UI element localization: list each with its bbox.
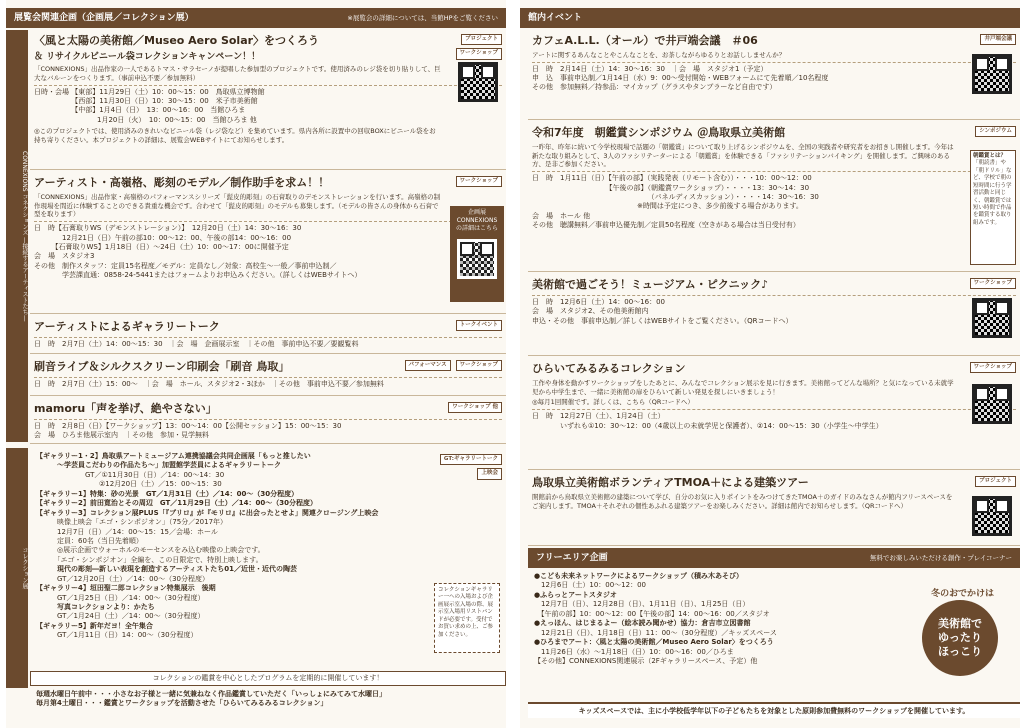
free-area-title: フリーエリア企画 [536, 552, 608, 563]
tag-performance: パフォーマンス [405, 360, 451, 371]
ev1-info [532, 62, 1016, 93]
info-line: 日 時 2月14日（土）14：30～16：30 ｜会 場 スタジオ1（予定） [532, 64, 768, 73]
gallery-line: 【ギャラリー5】新年だヨ！全午集合 [36, 621, 153, 630]
tag-workshop: ワークショップ [456, 176, 502, 187]
tag-workshop: ワークショップ [970, 362, 1016, 373]
connexions-sidebar: CONNEXIONS コネクションズ ―接続するアーティストたち― [6, 30, 28, 442]
sec1-subtitle: ＆ リサイクルビニール袋コレクションキャンペーン！！ [34, 51, 261, 62]
tag-symposium: シンポジウム [975, 126, 1016, 137]
left-page [6, 0, 506, 728]
info-line: その他 制作スタッフ：定員15名程度／モデル：定員なし／対象：高校生～一般／事前申込制／ [34, 261, 337, 270]
sec1-note: ◎このプロジェクトでは、使用済みのきれいなビニール袋（レジ袋など）を集めています。県内各所に設置中の回収BOXにビニール袋をお持ち寄りください。本プロジェクトの詳細は、展覧会WEBサイトにてお知らせします。 [34, 127, 436, 145]
info-line: 日時・会場 【東部】11月29日（土）10：00～15：00 鳥取県立博物館 [34, 87, 265, 96]
ev4-desc: 工作や身体を動かすワークショップをしたあとに、みんなでコレクション展示を見に行きます。美術館ってどんな場所？と気になっている未就学児から中学生まで、一緒に美術館の扉をひらいて新しい発見を探しにいきましょう！ [532, 378, 954, 396]
side-note-title: 朝鑑賞とは？ [973, 153, 1007, 159]
museo-relax-badge [922, 600, 998, 676]
tag-talk-event: トークイベント [456, 320, 502, 331]
info-line: 日 時 12月6日（土）14：00～16：00 [532, 297, 665, 306]
exbox-line: CONNEXIONS [456, 217, 498, 225]
ev2-title: 令和7年度 朝鑑賞シンポジウム ＠鳥取県立美術館 [532, 126, 786, 139]
right-header [520, 8, 1020, 28]
free-item: ●こども未来ネットワークによるワークショップ（積み木あそび） [534, 572, 743, 580]
badge-line: ほっこり [938, 645, 982, 659]
sec5-info [34, 419, 502, 441]
sec2-info [34, 221, 502, 281]
gallery-line: GT／1月24日（土）／14：00～（30分程度） [36, 612, 205, 621]
kids-space-note: キッズスペースでは、主に小学校低学年以下の子どもたちを対象とした原則参加費無料のワークショップを開催しています。 [528, 702, 1020, 718]
info-line: 会 場 ひろま他展示室内 ｜その他 参加・見学無料 [34, 431, 209, 440]
free-item-detail: 【午前の部】10：00～12：00【午後の部】14：00～16：00／スタジオ [534, 609, 770, 618]
badge-line: ゆったり [938, 630, 982, 644]
free-item: ●ひろまでアート：〈風と太陽の美術館／Museo Aero Solar〉をつくろう [534, 638, 774, 647]
ev2-info [532, 171, 1016, 231]
qr-code[interactable] [457, 239, 497, 279]
info-line: 【石膏取りWS】1月18日（日）～24日（土）10：00～17：00に開催予定 [34, 243, 289, 252]
gallery-line: GT／12月20日（土）／14：00～（30分程度） [36, 574, 209, 583]
gallery-line: 映像上映会「エゴ・シンポジオン」（75分／2017年） [36, 518, 228, 527]
info-line: 日 時 12月27日（土）、1月24日（土） [532, 412, 665, 421]
gallery-line: GT／1月25日（日）／14：00～（30分程度） [36, 593, 205, 602]
qr-code[interactable] [972, 54, 1012, 94]
exbox-line: の詳細はこちら [455, 225, 498, 233]
sec1-info [34, 85, 502, 126]
gallery-line: 写真コレクションより：かたち [36, 603, 155, 611]
info-line: 会 場 スタジオ3 [34, 252, 95, 261]
left-header [6, 8, 506, 28]
info-line: いずれも①10：30～12：00（4歳以上の未就学児と保護者）、②14：00～15：30（小学生～中学生） [532, 421, 883, 430]
info-line: 【中部】1月4日（日） 13：00～16：00 当館ひろま [34, 106, 246, 115]
ev-hiraite-collection [528, 358, 1020, 470]
gallery-line: ～学芸員こだわりの作品たち～」加盟館学芸員によるギャラリートーク [36, 461, 281, 470]
left-header-title: 展覧会関連企画（企画展／コレクション展） [14, 12, 194, 23]
info-line: その他 参加無料／持参品：マイカップ（グラスやタンブラーなど自由です） [532, 83, 777, 92]
sec-mamoru [30, 398, 506, 444]
sec1-title: 〈風と太陽の美術館／Museo Aero Solar〉をつくろう [34, 34, 320, 47]
ev3-title: 美術館で過ごそう！ミュージアム・ピクニック♪ [532, 278, 769, 291]
ev4-info [532, 409, 1016, 431]
info-line: 12月21日（日）午前の部10：00～12：00、午後の部14：00～16：00 [34, 233, 292, 242]
info-line: 日 時【石膏取りWS（デモンストレーション）】 12月20日（土）14：30～16：30 [34, 224, 302, 233]
side-note-body: 「朝読書」や「朝ドリル」など、学校で朝の短時間に行う学習活動と同じく、朝鑑賞では短い時間で作品を鑑賞する取り組みです。 [973, 160, 1012, 226]
ev-tmoa-tour [528, 472, 1020, 546]
regular-program-title: コレクションの鑑賞を中心としたプログラムを定期的に開催しています！ [30, 671, 506, 686]
badge-line: 美術館で [938, 616, 982, 630]
ev5-title: 鳥取県立美術館ボランティアTMOA＋による建築ツアー [532, 476, 809, 489]
ev1-desc: アートに関するあんなことやこんなことを、お茶しながらゆるりとお話ししませんか？ [532, 50, 786, 59]
gallery-line: ②12月20日（土）／15：00～15：30 [36, 480, 222, 489]
info-line: 【午後の部】（朝鑑賞ワークショップ）・・・・13：30～14：30 [532, 183, 810, 192]
free-area-list [534, 572, 864, 666]
info-line: 日 時 2月8日（日）【ワークショップ】13：00～14：00【公開セッション】15：00～15：30 [34, 421, 342, 430]
ev4-title: ひらいてみるみるコレクション [532, 362, 686, 375]
info-line: （パネルディスカッション）・・・・14：30～16：30 [532, 193, 819, 202]
sec1-desc: 「CONNEXIONS」出品作家の一人であるトマス・サラセーノが提唱した参加型のプロジェクトです。使用済みのレジ袋を切り貼りして、巨大なバルーンをつくります。（事前申込不要／参加無料） [34, 64, 441, 82]
gallery-line: 現代の彫刻―新しい表現を創造するアーティストたち01／近世・近代の陶芸 [36, 565, 297, 574]
regular-program-list [30, 688, 506, 711]
tag-idobata: 井戸端会議 [980, 34, 1016, 45]
info-line: 日 時 1月11日（日）【午前の部】（実践発表（リモート含む））・・・10：00～12：00 [532, 174, 812, 183]
gallery-line: 【ギャラリー3】コレクション展PLUS「『ブリロ』が『モリロ』に出会ったとせよ」関連クロージング上映会 [36, 508, 379, 517]
tag-gt: GT:ギャラリートーク [440, 454, 502, 465]
sec-gallery-talk [30, 316, 506, 354]
free-item-detail: 12月6日（土）10：00～12：00 [534, 581, 646, 590]
free-item: ●ふらっとアートスタジオ [534, 590, 617, 599]
info-line: 1月20日（火） 10：00～15：00 当館ひろま 他 [34, 115, 257, 124]
gallery-line: 【ギャラリー1】特集：砂の光景 GT／1月31日（土）／14：00～（30分程度） [36, 489, 299, 498]
info-line: 申 込 事前申込制／1月14日（水）9：00～受付開始・WEBフォームにて先着順／10名程度 [532, 74, 829, 83]
ev2-desc: 一昨年、昨年に続いて今学校現場で話題の「朝鑑賞」について取り上げるシンポジウムを、全国の実践者や研究者をお招きし開催します。今年は新たな取り組みとして、3人のファシリテーターによる「朝鑑賞」を体験できる「ファシリテーションバイキング」を開催します。ご興味のある方、是非ご参加ください。 [532, 142, 954, 169]
info-line: 学芸課直通：0858-24-5441またはフォームよりお申込みください。（詳しくはWEBサイトへ） [34, 271, 362, 280]
info-line: ※時間は予定につき、多少前後する場合があります。 [532, 202, 803, 211]
tag-workshop-etc: ワークショップ 他 [448, 402, 502, 413]
regular-program-line: 毎週水曜日午前中・・・小さなお子様と一緒に気兼ねなく作品鑑賞していただく「いっしょにみてみて水曜日」 [36, 690, 386, 698]
info-line: その他 聴講無料／事前申込優先制／定員50名程度（空きがある場合は当日受付有） [532, 221, 800, 230]
sec3-title: アーティストによるギャラリートーク [34, 320, 220, 333]
sec-surioto [30, 356, 506, 396]
sec3-info: 日 時 2月7日（土）14：00～15：30 ｜会 場 企画展示室 ｜その他 事前申込不要／要観覧料 [34, 337, 502, 349]
info-line: 申込・その他 事前申込制／詳しくはWEBサイトをご覧ください。（QRコードへ） [532, 316, 793, 325]
gallery-line: GT／1月11日（日）14：00～（30分程度） [36, 631, 198, 640]
gallery-line: 定員：60名（当日先着順） [36, 536, 143, 545]
right-page [520, 0, 1020, 728]
sec2-desc: 「CONNEXIONS」出品作家・高嶺格のパフォーマンスシリーズ「髭皮的彫刻」の石膏取りのデモンストレーションを行います。高嶺格の制作現場を間近に体験することのできる貴重な機会です。合わせて「髭皮的彫刻」のモデルも募集します。（モデルの皆さんの身体から石膏で型を取ります） [34, 192, 441, 219]
tag-workshop: ワークショップ [456, 48, 502, 59]
tag-project: プロジェクト [461, 34, 502, 45]
free-item-detail: 12月21日（日）、1月18日（日）11：00～（30分程度）／キッズスペース [534, 628, 777, 637]
collection-sidebar: コレクション展 [6, 448, 28, 688]
gallery-line: ◎展示企画でウォーホルのモーセンスをみ込む映像の上映会です。 [36, 546, 265, 555]
free-item-detail: 【その他】CONNEXIONS関連展示（2Fギャラリースペース、予定）他 [534, 656, 758, 665]
qr-code[interactable] [972, 496, 1012, 536]
gallery-line: 【ギャラリー1・2】鳥取県アートミュージアム連携協議会共同企画展「もっと推したい [36, 452, 311, 460]
sec2-title: アーティスト・高嶺格、彫刻のモデル／制作助手を求ム！！ [34, 176, 330, 189]
free-area-note: 無料でお楽しみいただける創作・プレイコーナー [869, 553, 1012, 562]
sec-museo-aero-solar [30, 30, 506, 170]
ev4-desc2: ◎毎月1回開催です。詳しくは、こちら（QRコードへ） [532, 398, 694, 407]
exbox-line: 企画展 [467, 209, 486, 216]
ev-symposium [528, 122, 1020, 272]
tag-workshop: ワークショップ [456, 360, 502, 371]
sec5-title: mamoru「声を挙げ、絶やさない」 [34, 402, 217, 415]
wristband-note: コレクションギャラリー一への入場および企画展示室入場の際、展示室入場用リストバンドが必要です。受付でお買い求めの上、ご参加ください。 [434, 583, 500, 653]
ev3-info [532, 295, 1016, 326]
free-item-detail: 11月26日（水）～1月18日（日）10：00～16：00／ひろま [534, 647, 734, 656]
ev-cafe-all [528, 30, 1020, 120]
qr-code[interactable] [972, 298, 1012, 338]
free-item-detail: 12月7日（日）、12月28日（日）、1月11日（日）、1月25日（日） [534, 600, 750, 609]
qr-code[interactable] [972, 384, 1012, 424]
sec4-info: 日 時 2月7日（土）15：00～ ｜会 場 ホール、スタジオ2・3ほか ｜その他 事前申込不要／参加無料 [34, 377, 502, 389]
gallery-line: 「エゴ・シンポジオン」全編を、この日限定で、特別上映します。 [36, 555, 263, 564]
sec-takamine [30, 172, 506, 314]
ev-picnic [528, 274, 1020, 356]
qr-code[interactable] [458, 62, 498, 102]
left-header-note: ※展覧会の詳細については、当館HPをご覧ください [347, 13, 498, 22]
sec4-title: 刷音ライブ＆シルクスクリーン印刷会「刷音 鳥取」 [34, 360, 290, 373]
connexions-link-box[interactable] [450, 206, 504, 302]
gallery-line: 【ギャラリー4】垣田聖二郎コレクション特集展示 後期 [36, 584, 216, 593]
asakansho-note [970, 150, 1016, 265]
tag-project: プロジェクト [975, 476, 1016, 487]
free-item: ●えっほん、はじまるよー（絵本読み聞かせ）協力：倉吉市立図書館 [534, 619, 751, 628]
tag-workshop: ワークショップ [970, 278, 1016, 289]
gallery-line: 12月7日（日）／14：00～15：15／会場：ホール [36, 527, 218, 536]
info-line: 会 場 スタジオ2、その他美術館内 [532, 307, 649, 316]
free-area-header [528, 548, 1020, 568]
ev5-desc: 開館前から鳥取県立美術館の建築について学び、自分のお気に入りポイントをみつけてきたTMOA＋のガイドのみなさんが館内フリースペースをご案内します。TMOA＋それぞれの個性あふれる建築ツアーをお楽しみください。詳細は館内でお知らせします。（QRコードへ） [532, 492, 953, 510]
gallery-line: GT／①11月30日（日）／14：00～14：30 [36, 470, 225, 479]
right-header-title: 館内イベント [528, 12, 583, 23]
tag-screening: 上映会 [477, 468, 502, 479]
winter-outing-text: 冬のおでかけは [931, 589, 994, 599]
ev1-title: カフェA.L.L.（オール）で井戸端会議 ＃06 [532, 34, 758, 47]
info-line: 会 場 ホール 他 [532, 211, 591, 220]
regular-program-line: 毎月第4土曜日・・・鑑賞とワークショップを活動させた「ひらいてみるみるコレクション」 [36, 699, 328, 708]
gallery-line: 【ギャラリー2】前田寛治とその周辺 GT／11月29日（土）／14：00～（30分程度） [36, 499, 317, 508]
info-line: 【西部】11月30日（日）10：30～15：00 米子市美術館 [34, 96, 258, 105]
